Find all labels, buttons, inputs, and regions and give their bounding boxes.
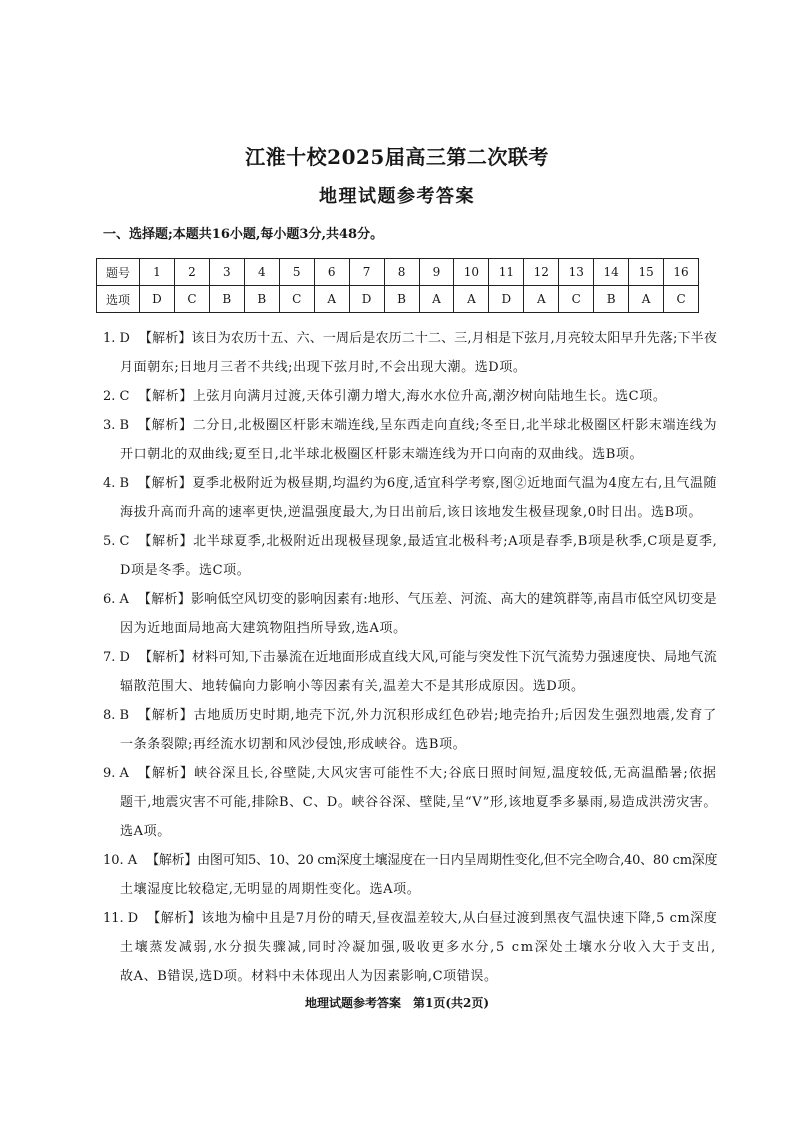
answer-first-line: [103, 411, 718, 440]
question-number-cell: 4: [244, 259, 279, 286]
answer-option-cell: B: [384, 286, 419, 313]
answer-item-3: [103, 411, 718, 469]
question-number-cell: 5: [279, 259, 314, 286]
question-number-cell: 12: [524, 259, 559, 286]
question-number-cell: 14: [594, 259, 629, 286]
explanation-line: 【解析】该日为农历十五、六、一周后是农历二十二、三,月相是下弦月,月亮较太阳早升先落;下半夜: [138, 331, 717, 346]
answer-first-line: [103, 904, 718, 933]
explanation-line: 【解析】影响低空风切变的影响因素有:地形、气压差、河流、高大的建筑群等,南昌市低空风切变是: [137, 592, 717, 607]
answer-item-4: [103, 469, 718, 527]
explanation-line: 土壤蒸发减弱,水分损失骤减,同时冷凝加强,吸收更多水分,5 cm深处土壤水分收入大于支出,: [120, 940, 717, 955]
explanation-line: D项是冬季。选C项。: [120, 563, 251, 578]
answer-number: 11. D: [103, 911, 139, 926]
question-number-cell: 10: [454, 259, 489, 286]
explanation-line: 题干,地震灾害不可能,排除B、C、D。峡谷谷深、壁陡,呈“V”形,该地夏季多暴雨,易造成洪涝灾害。: [120, 795, 717, 810]
exam-title: 江淮十校2025届高三第二次联考: [245, 145, 549, 169]
answer-first-line: [103, 701, 718, 730]
answer-continuation-line: [103, 933, 718, 962]
answer-item-8: [103, 701, 718, 759]
answer-first-line: [103, 324, 718, 353]
row-label-option: 选项: [97, 286, 140, 313]
answer-continuation-line: [103, 498, 718, 527]
explanation-line: 【解析】峡谷深且长,谷壁陡,大风灾害可能性不大;谷底日照时间短,温度较低,无高温酷暑;依据: [137, 766, 717, 781]
explanation-line: 【解析】上弦月向满月过渡,天体引潮力增大,海水水位升高,潮汐树向陆地生长。选C项。: [138, 389, 667, 404]
explanation-line: 【解析】夏季北极附近为极昼期,均温约为6度,适宜科学考察,图②近地面气温为4度左右,且气温随: [138, 476, 718, 491]
explanation-line: 海拔升高而升高的速率更快,逆温强度最大,为日出前后,该日该地发生极昼现象,0时日出。选B项。: [120, 505, 702, 520]
answer-continuation-line: [103, 672, 718, 701]
explanation-line: 故A、B错误,选D项。材料中未体现出人为因素影响,C项错误。: [120, 969, 498, 984]
answer-option-cell: A: [524, 286, 559, 313]
answer-option-row: [97, 286, 699, 313]
answer-number: 7. D: [103, 650, 130, 665]
answer-option-cell: B: [594, 286, 629, 313]
answer-key-table: [96, 258, 699, 313]
answer-item-5: [103, 527, 718, 585]
explanation-line: 【解析】该地为榆中且是7月份的晴天,昼夜温差较大,从白昼过渡到黑夜气温快速下降,5 cm深度: [147, 911, 718, 926]
answer-option-cell: C: [559, 286, 594, 313]
question-number-row: [97, 259, 699, 286]
answer-number: 2. C: [103, 389, 130, 404]
explanation-line: 因为近地面局地高大建筑物阻挡所导致,选A项。: [120, 621, 407, 636]
question-number-cell: 16: [664, 259, 699, 286]
answer-number: 6. A: [103, 592, 129, 607]
explanation-line: 【解析】材料可知,下击暴流在近地面形成直线大风,可能与突发性下沉气流势力强速度快、局地气流: [138, 650, 717, 665]
explanation-line: 【解析】北半球夏季,北极附近出现极昼现象,最适宜北极科考;A项是春季,B项是秋季,C项是夏季,: [138, 534, 718, 549]
answer-number: 8. B: [103, 708, 130, 723]
explanation-line: 【解析】二分日,北极圈区杆影末端连线,呈东西走向直线;冬至日,北半球北极圈区杆影末端连线为: [138, 418, 718, 433]
answer-continuation-line: [103, 353, 718, 382]
question-number-cell: 11: [489, 259, 524, 286]
answer-option-cell: D: [349, 286, 384, 313]
answer-continuation-line: [103, 556, 718, 585]
answer-number: 9. A: [103, 766, 129, 781]
answer-continuation-line: [103, 614, 718, 643]
answer-first-line: [103, 527, 718, 556]
answer-continuation-line: [103, 440, 718, 469]
answer-number: 3. B: [103, 418, 130, 433]
answer-first-line: [103, 382, 718, 411]
answer-number: 1. D: [103, 331, 130, 346]
answer-first-line: [103, 643, 718, 672]
question-number-cell: 2: [174, 259, 209, 286]
answer-first-line: [103, 759, 718, 788]
answer-first-line: [103, 846, 718, 875]
answer-option-cell: C: [664, 286, 699, 313]
answer-item-10: [103, 846, 718, 904]
answer-option-cell: A: [454, 286, 489, 313]
answer-continuation-line: [103, 875, 718, 904]
answer-item-11: [103, 904, 718, 991]
answer-option-cell: D: [489, 286, 524, 313]
answer-continuation-line: [103, 788, 718, 817]
explanation-line: 一条条裂隙;再经流水切割和风沙侵蚀,形成峡谷。选B项。: [120, 737, 467, 752]
explanation-line: 【解析】古地质历史时期,地壳下沉,外力沉积形成红色砂岩;地壳抬升;后因发生强烈地震,发育了: [138, 708, 718, 723]
question-number-cell: 15: [629, 259, 664, 286]
question-number-cell: 13: [559, 259, 594, 286]
answer-option-cell: A: [419, 286, 454, 313]
explanation-line: 月面朝东;日地月三者不共线;出现下弦月时,不会出现大潮。选D项。: [120, 360, 527, 375]
row-label-question-number: 题号: [97, 259, 140, 286]
answer-option-cell: D: [140, 286, 175, 313]
answer-number: 4. B: [103, 476, 130, 491]
answer-item-1: [103, 324, 718, 382]
answer-continuation-line: [103, 730, 718, 759]
explanation-line: 【解析】由图可知5、10、20 cm深度土壤湿度在一日内呈周期性变化,但不完全吻合,40、80 cm深度: [146, 853, 718, 868]
question-number-cell: 1: [140, 259, 175, 286]
answer-explanations: [103, 324, 718, 991]
question-number-cell: 7: [349, 259, 384, 286]
answer-item-7: [103, 643, 718, 701]
answer-option-cell: A: [314, 286, 349, 313]
explanation-line: 土壤湿度比较稳定,无明显的周期性变化。选A项。: [120, 882, 421, 897]
answer-item-6: [103, 585, 718, 643]
explanation-line: 开口朝北的双曲线;夏至日,北半球北极圈区杆影末端连线为开口向南的双曲线。选B项。: [120, 447, 644, 462]
explanation-line: 选A项。: [120, 824, 171, 839]
answer-option-cell: B: [209, 286, 244, 313]
answer-option-cell: B: [244, 286, 279, 313]
answer-item-9: [103, 759, 718, 846]
answer-option-cell: C: [174, 286, 209, 313]
answer-continuation-line: [103, 817, 718, 846]
answer-continuation-line: [103, 962, 718, 991]
answer-item-2: [103, 382, 718, 411]
question-number-cell: 8: [384, 259, 419, 286]
document-subtitle: 地理试题参考答案: [319, 186, 475, 207]
answer-first-line: [103, 469, 718, 498]
answer-option-cell: A: [629, 286, 664, 313]
answer-option-cell: C: [279, 286, 314, 313]
question-number-cell: 6: [314, 259, 349, 286]
question-number-cell: 3: [209, 259, 244, 286]
answer-number: 5. C: [103, 534, 130, 549]
question-number-cell: 9: [419, 259, 454, 286]
answer-first-line: [103, 585, 718, 614]
page-footer: 地理试题参考答案 第1页(共2页): [304, 996, 490, 1010]
answer-number: 10. A: [103, 853, 138, 868]
explanation-line: 辐散范围大、地转偏向力影响小等因素有关,温差大不是其形成原因。选D项。: [120, 679, 585, 694]
section-heading: 一、选择题;本题共16小题,每小题3分,共48分。: [103, 227, 384, 242]
